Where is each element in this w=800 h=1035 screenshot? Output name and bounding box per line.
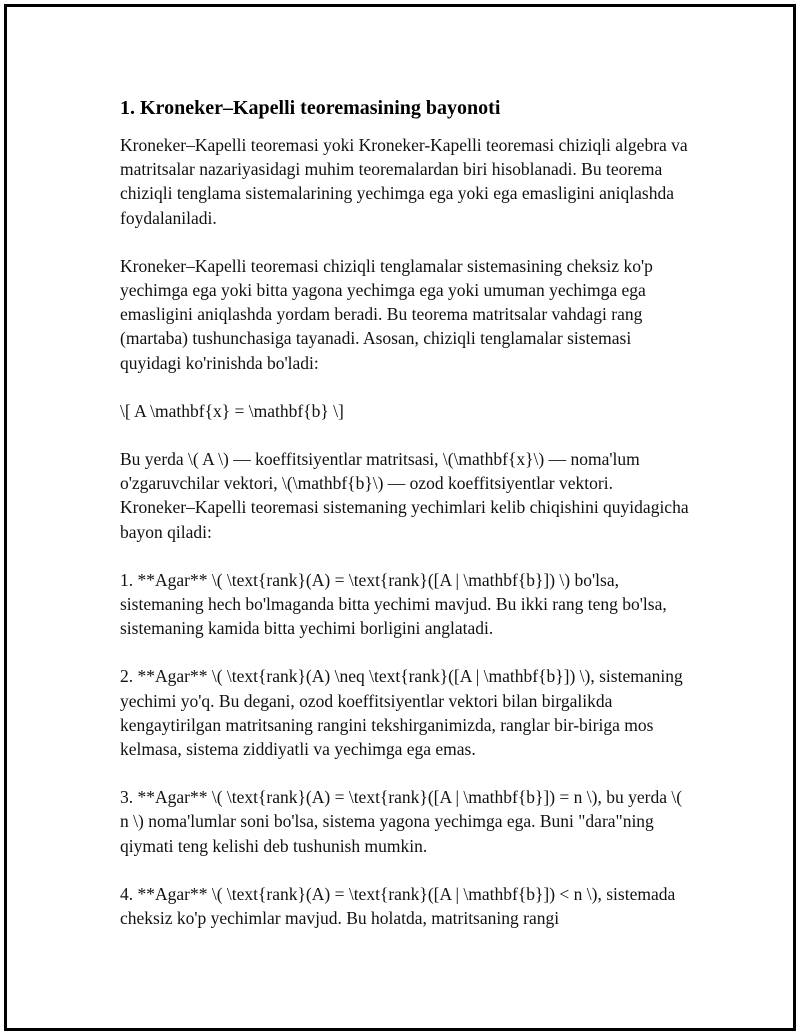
paragraph-intro: Kroneker–Kapelli teoremasi yoki Kroneker-Kapelli teoremasi chiziqli algebra va matritsalar nazariyasidagi muhim teoremalardan biri hisoblanadi. Bu teorema chiziqli tenglama sistemalarining yechimga ega yoki ega emasligini aniqlashda foydalaniladi. [120,135,688,228]
paragraph-description: Kroneker–Kapelli teoremasi chiziqli tenglamalar sistemasining cheksiz ko'p yechimga ega yoki bitta yagona yechimga ega yoki umuman yechimga ega emasligini aniqlashda yordam beradi. Bu teorema matritsalar vahdagi rang (martaba) tushunchasiga tayanadi. Asosan, chiziqli tenglamalar sistemasi quyidagi ko'rinishda bo'ladi: [120,255,653,373]
section-title: 1. Kroneker–Kapelli teoremasining bayonoti [120,97,501,119]
page-frame [4,4,796,1031]
list-item-2: 2. **Agar** \( \text{rank}(A) \neq \text{rank}([A | \mathbf{b}]) \), sistemaning yechimi yo'q. Bu degani, ozod koeffitsiyentlar vektori bilan birgalikda kengaytirilgan matritsaning rangini tekshirganimizda, ranglar bir-biriga mos kelmasa, sistema ziddiyatli va yechimga ega emas. [120,666,683,760]
equation-line: \[ A \mathbf{x} = \mathbf{b} \] [120,400,344,421]
document-body [120,95,690,954]
list-item-3: 3. **Agar** \( \text{rank}(A) = \text{rank}([A | \mathbf{b}]) = n \), bu yerda \( n \) noma'lumlar soni bo'lsa, sistema yagona yechimga ega. Buni "dara"ning qiymati teng kelishi deb tushunish mumkin. [120,787,683,856]
list-item-4: 4. **Agar** \( \text{rank}(A) = \text{rank}([A | \mathbf{b}]) < n \), sistemada cheksiz ko'p yechimlar mavjud. Bu holatda, matritsaning rangi [120,883,676,929]
list-item-1: 1. **Agar** \( \text{rank}(A) = \text{rank}([A | \mathbf{b}]) \) bo'lsa, sistemaning hech bo'lmaganda bitta yechimi mavjud. Bu ikki rang teng bo'lsa, sistemaning kamida bitta yechimi borligini anglatadi. [120,569,667,639]
paragraph-definitions: Bu yerda \( A \) — koeffitsiyentlar matritsasi, \(\mathbf{x}\) — noma'lum o'zgaruvchilar vektori, \(\mathbf{b}\) — ozod koeffitsiyentlar vektori. Kroneker–Kapelli teoremasi sistemaning yechimlari kelib chiqishini quyidagicha bayon qiladi: [120,449,689,542]
